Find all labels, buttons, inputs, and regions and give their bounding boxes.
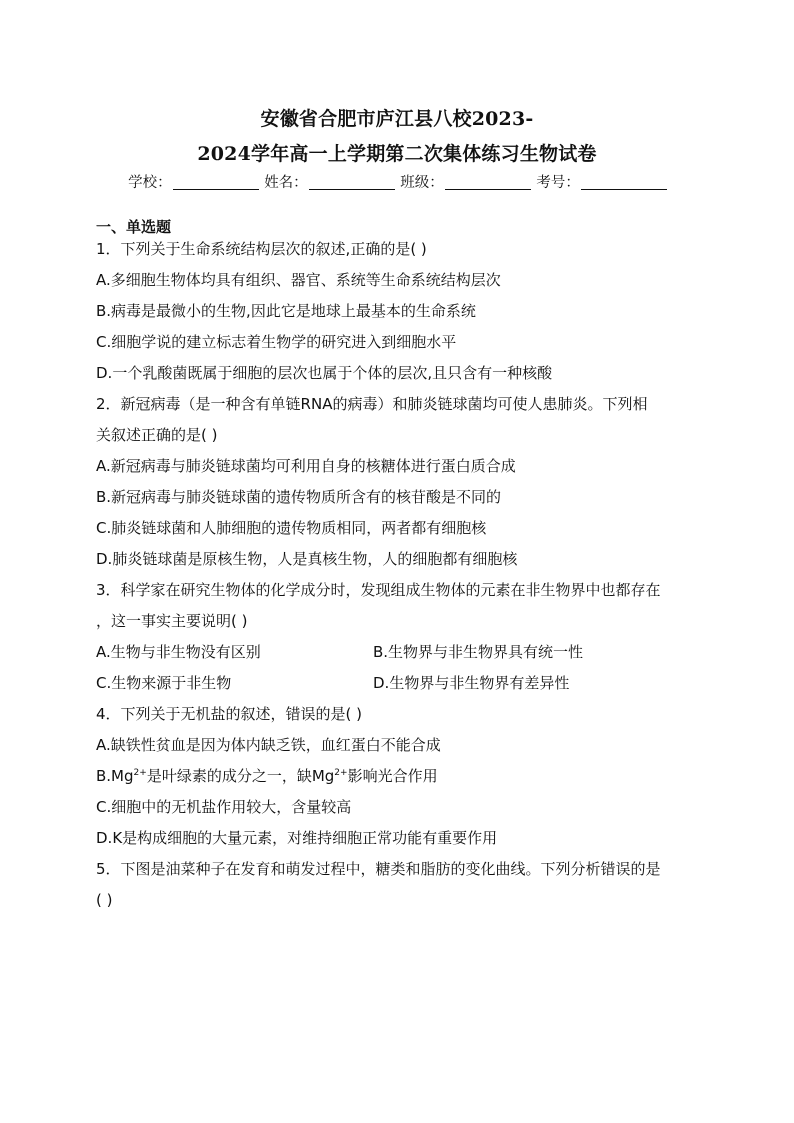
option-b-text-post: 影响光合作用 [347, 767, 438, 785]
question-2-option-b: B.新冠病毒与肺炎链球菌的遗传物质所含有的核苷酸是不同的 [96, 488, 502, 506]
question-1-option-c: C.细胞学说的建立标志着生物学的研究进入到细胞水平 [96, 333, 457, 351]
exam-title-line-2: 2024学年高一上学期第二次集体练习生物试卷 [197, 143, 597, 165]
name-blank[interactable] [309, 174, 395, 190]
question-2-option-a: A.新冠病毒与肺炎链球菌均可利用自身的核糖体进行蛋白质合成 [96, 457, 516, 475]
question-3-option-b: B.生物界与非生物界具有统一性 [373, 643, 584, 661]
question-4-option-b [96, 766, 438, 786]
number-blank[interactable] [581, 174, 667, 190]
question-3-stem-line-2: ，这一事实主要说明( ) [96, 612, 248, 630]
option-b-text-mid: 是叶绿素的成分之一，缺Mg [146, 767, 335, 785]
school-blank[interactable] [173, 174, 259, 190]
student-info-row [0, 171, 794, 192]
superscript-charge-1: 2+ [133, 768, 147, 778]
question-1-option-d: D.一个乳酸菌既属于细胞的层次也属于个体的层次,且只含有一种核酸 [96, 364, 553, 382]
question-4-stem: 4．下列关于无机盐的叙述，错误的是( ) [96, 705, 363, 723]
question-2-stem-line-1: 2．新冠病毒（是一种含有单链RNA的病毒）和肺炎链球菌均可使人患肺炎。下列相 [96, 395, 648, 413]
question-3-option-d: D.生物界与非生物界有差异性 [373, 674, 570, 692]
question-2-option-c: C.肺炎链球菌和人肺细胞的遗传物质相同，两者都有细胞核 [96, 519, 487, 537]
question-4-option-a: A.缺铁性贫血是因为体内缺乏铁，血红蛋白不能合成 [96, 736, 441, 754]
question-5-stem-line-2: ( ) [96, 891, 113, 909]
question-3-option-a: A.生物与非生物没有区别 [96, 643, 261, 661]
class-blank[interactable] [445, 174, 531, 190]
question-2-option-d: D.肺炎链球菌是原核生物，人是真核生物，人的细胞都有细胞核 [96, 550, 518, 568]
exam-title-line-1: 安徽省合肥市庐江县八校2023- [260, 108, 534, 130]
class-label: 班级： [400, 175, 444, 191]
option-b-text-pre: B.Mg [96, 767, 134, 785]
question-4-option-d: D.K是构成细胞的大量元素，对维持细胞正常功能有重要作用 [96, 829, 498, 847]
question-3-option-c: C.生物来源于非生物 [96, 674, 232, 692]
superscript-charge-2: 2+ [334, 768, 348, 778]
number-label: 考号： [536, 175, 580, 191]
name-label: 姓名： [264, 175, 308, 191]
section-heading: 一、单选题 [96, 218, 172, 236]
question-4-option-c: C.细胞中的无机盐作用较大，含量较高 [96, 798, 352, 816]
question-3-stem-line-1: 3．科学家在研究生物体的化学成分时，发现组成生物体的元素在非生物界中也都存在 [96, 581, 661, 599]
school-label: 学校： [128, 175, 172, 191]
question-1-option-b: B.病毒是最微小的生物,因此它是地球上最基本的生命系统 [96, 302, 476, 320]
question-5-stem-line-1: 5．下图是油菜种子在发育和萌发过程中，糖类和脂肪的变化曲线。下列分析错误的是 [96, 860, 661, 878]
question-2-stem-line-2: 关叙述正确的是( ) [96, 426, 218, 444]
question-1-option-a: A.多细胞生物体均具有组织、器官、系统等生命系统结构层次 [96, 271, 501, 289]
question-1-stem: 1．下列关于生命系统结构层次的叙述,正确的是( ) [96, 240, 427, 258]
